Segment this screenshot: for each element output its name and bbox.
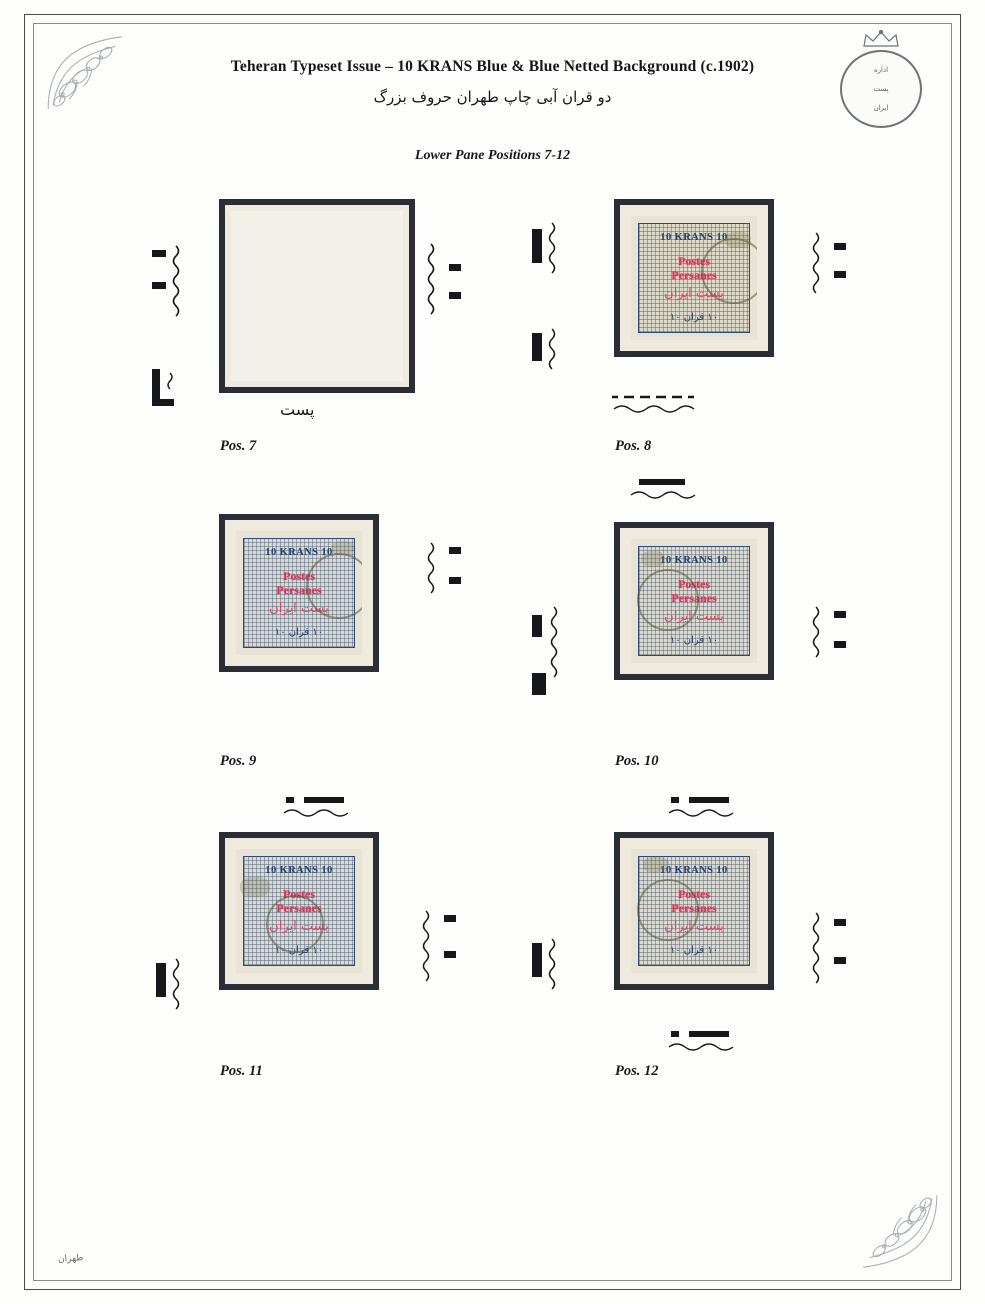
- overprint-farsi-pos8: پست ایران: [664, 286, 724, 301]
- margin-mark-icon: [150, 240, 188, 350]
- pane-label: Lower Pane Positions 7-12: [414, 148, 571, 163]
- cancellation-mark: [637, 879, 699, 941]
- page-subtitle-farsi: دو قران آبی چاپ طهران حروف بزرگ: [373, 88, 612, 106]
- margin-mark-icon: [154, 953, 194, 1023]
- footer-mark: طهران: [57, 1253, 84, 1265]
- stamp-image-pos8: [631, 216, 757, 340]
- margin-mark-icon: [530, 601, 570, 711]
- stamp-mount-pos7[interactable]: [220, 200, 414, 392]
- margin-mark-icon: [810, 907, 850, 1017]
- stamp-farsi-value-pos12: ١٠ قران ١٠: [669, 945, 719, 956]
- stamp-farsi-value-pos11: ١٠ قران ١٠: [274, 945, 324, 956]
- overprint-line1-pos10: Postes: [678, 577, 710, 591]
- margin-mark-icon: [810, 227, 850, 317]
- position-label-pos12: Pos. 12: [615, 1063, 659, 1079]
- stamp-value-line-pos9: 10 KRANS 10: [265, 547, 333, 558]
- stamp-value-line-pos11: 10 KRANS 10: [265, 865, 333, 876]
- stamp-image-pos7: [231, 211, 403, 381]
- margin-mark-icon: [665, 1027, 755, 1057]
- stamp-farsi-value-pos8: ١٠ قران ١٠: [669, 312, 719, 323]
- overprint-line2-pos10: Persanes: [671, 591, 717, 605]
- stamp-image-pos12: [631, 849, 757, 973]
- stamp-mount-pos9[interactable]: [220, 515, 378, 671]
- crown-icon: [861, 30, 901, 48]
- margin-mark-icon: [425, 537, 465, 623]
- stamp-mount-pos11[interactable]: [220, 833, 378, 989]
- overprint-line2-pos8: Persanes: [671, 268, 717, 282]
- overprint-line1-pos12: Postes: [678, 887, 710, 901]
- overprint-farsi-pos9: پست ایران: [269, 601, 329, 616]
- overprint-farsi-pos12: پست ایران: [664, 919, 724, 934]
- position-label-pos11: Pos. 11: [220, 1063, 263, 1079]
- overprint-line1-pos8: Postes: [678, 254, 710, 268]
- margin-mark-icon: [625, 475, 715, 505]
- position-label-pos10: Pos. 10: [615, 753, 659, 769]
- stamp-farsi-value-pos10: ١٠ قران ١٠: [669, 635, 719, 646]
- position-cell-pos7: [120, 195, 500, 485]
- seal-line-1: اداره: [873, 65, 889, 74]
- margin-mark-icon: [530, 323, 570, 379]
- margin-mark-icon: [530, 933, 570, 1003]
- position-label-pos7: Pos. 7: [220, 438, 257, 454]
- cancellation-mark: [266, 895, 324, 953]
- position-cell-pos10: [510, 505, 890, 795]
- stamp-mount-pos12[interactable]: [615, 833, 773, 989]
- stamp-image-pos11: [236, 849, 362, 973]
- stamp-value-line-pos8: 10 KRANS 10: [660, 232, 728, 243]
- margin-mark-icon: [280, 793, 370, 823]
- margin-mark-icon: [150, 365, 190, 411]
- stamp-value-line-pos10: 10 KRANS 10: [660, 555, 728, 566]
- stamp-image-pos10: [631, 539, 757, 663]
- margin-mark-icon: [810, 601, 850, 687]
- stamp-mount-pos8[interactable]: [615, 200, 773, 356]
- stamp-farsi-value-pos9: ١٠ قران ١٠: [274, 627, 324, 638]
- seal-line-2: پست: [873, 84, 889, 93]
- margin-mark-icon: [665, 793, 755, 823]
- corner-ornament-icon: [857, 1192, 943, 1272]
- position-cell-pos11: [120, 815, 500, 1105]
- position-label-pos9: Pos. 9: [220, 753, 257, 769]
- stamp-value-line-pos12: 10 KRANS 10: [660, 865, 728, 876]
- caption-farsi-pos7: پست: [280, 400, 315, 419]
- overprint-line2-pos9: Persanes: [276, 583, 322, 597]
- cancellation-mark: [637, 569, 699, 631]
- overprint-line1-pos11: Postes: [283, 887, 315, 901]
- page-title: Teheran Typeset Issue – 10 KRANS Blue & Blue Netted Background (c.1902): [230, 58, 755, 75]
- overprint-line2-pos12: Persanes: [671, 901, 717, 915]
- overprint-farsi-pos10: پست ایران: [664, 609, 724, 624]
- postal-seal: [835, 30, 927, 130]
- margin-mark-icon: [420, 905, 460, 1015]
- position-cell-pos8: [510, 195, 890, 485]
- stamp-image-pos9: [236, 531, 362, 655]
- margin-mark-icon: [425, 240, 465, 340]
- overprint-line2-pos11: Persanes: [276, 901, 322, 915]
- position-cell-pos9: [120, 505, 500, 795]
- position-label-pos8: Pos. 8: [615, 438, 652, 454]
- margin-mark-icon: [530, 217, 570, 287]
- position-cell-pos12: [510, 815, 890, 1105]
- stamp-mount-pos10[interactable]: [615, 523, 773, 679]
- margin-mark-icon: [610, 391, 700, 419]
- overprint-farsi-pos11: پست ایران: [269, 919, 329, 934]
- seal-line-3: ایران: [873, 104, 889, 113]
- overprint-line1-pos9: Postes: [283, 569, 315, 583]
